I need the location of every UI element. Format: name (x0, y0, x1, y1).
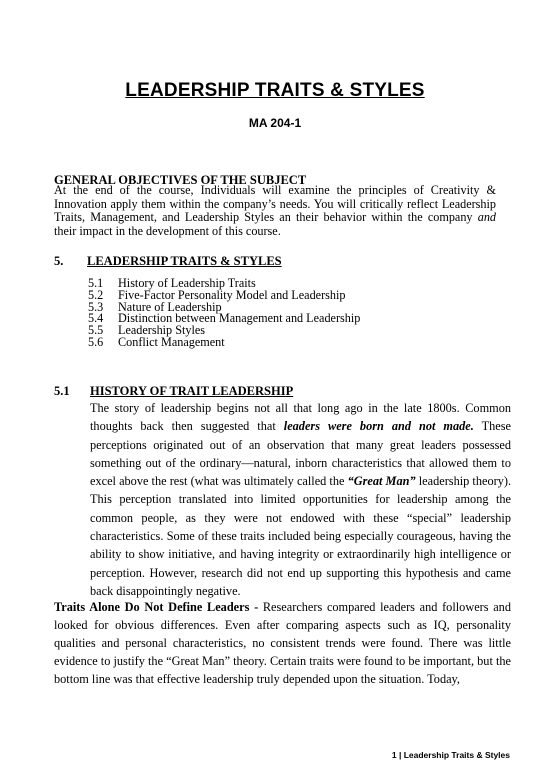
toc-item-number: 5.4 (88, 311, 104, 326)
document-title: LEADERSHIP TRAITS & STYLES (125, 80, 425, 101)
page-footer: 1 | Leadership Traits & Styles (391, 750, 510, 760)
toc-item-label: History of Leadership Traits (118, 276, 256, 290)
objectives-paragraph (54, 184, 496, 238)
traits-text: Researchers compared leaders and followers and looked for obvious differences. Even after comparing aspects such as IQ, personality qualities and personal characteristics, no consistent trends were found. There was little evidence to justify the “Great Man” theory. Certain traits were found to be important, but the bottom line was that effective leadership truly depended upon the situation. Today, (54, 600, 511, 686)
toc-item-label: Distinction between Management and Leadership (118, 311, 361, 326)
toc-item-label: Leadership Styles (118, 323, 205, 338)
section-5-toc (88, 278, 360, 349)
objectives-emphasis: and (477, 210, 496, 225)
paragraph-emphasis: leaders were born and not made. (283, 419, 474, 434)
traits-paragraph (54, 598, 511, 688)
toc-item-label: Nature of Leadership (118, 299, 222, 314)
toc-item-number: 5.2 (88, 287, 104, 302)
toc-item-number: 5.1 (88, 276, 104, 290)
objectives-text-part2: their impact in the development of this course. (54, 223, 281, 238)
section-5-number: 5. (54, 254, 64, 268)
paragraph-text: These perceptions originated out of an observation that many great leaders possessed something out of the ordinary—natural, inborn characteristics that allowed them to excel above the rest (what was ultimately called the (90, 419, 511, 489)
toc-item-number: 5.5 (88, 323, 104, 338)
great-man-emphasis: “Great Man” (347, 474, 416, 489)
toc-item-number: 5.6 (88, 334, 104, 349)
toc-item-label: Five-Factor Personality Model and Leadership (118, 287, 346, 302)
paragraph-text: leadership theory). This perception translated into limited opportunities for leadership among the common people, as they were not endowed with these “special” leadership characteristics. Some of these traits included being especially courageous, having the ability to show initiative, and having integrity or extraordinarily high intelligence or perception. However, research did not end up supporting this hypothesis and came back disappointingly negative. (90, 474, 512, 598)
toc-item (88, 334, 360, 349)
toc-item-label: Conflict Management (118, 334, 225, 349)
objectives-heading: GENERAL OBJECTIVES OF THE SUBJECT (54, 173, 307, 187)
trait-leadership-paragraph (90, 399, 511, 600)
section-5-heading (54, 254, 282, 269)
toc-item-number: 5.3 (88, 299, 104, 314)
traits-heading: Traits Alone Do Not Define Leaders - (54, 600, 263, 614)
section-5-1-number: 5.1 (54, 384, 70, 398)
section-5-title: LEADERSHIP TRAITS & STYLES (87, 254, 282, 268)
section-5-1-heading (54, 384, 293, 399)
course-code: MA 204-1 (248, 116, 302, 130)
paragraph-text: The story of leadership begins not all that long ago in the late 1800s. Common thoughts back then suggested that (90, 401, 511, 434)
objectives-text-part1: At the end of the course, Individuals will examine the principles of Creativity & Innovation apply them within the company’s needs. You will critically reflect Leadership Traits, Management, and Leadership Styles an their behavior within the company (54, 183, 496, 225)
section-5-1-title: HISTORY OF TRAIT LEADERSHIP (90, 384, 294, 398)
